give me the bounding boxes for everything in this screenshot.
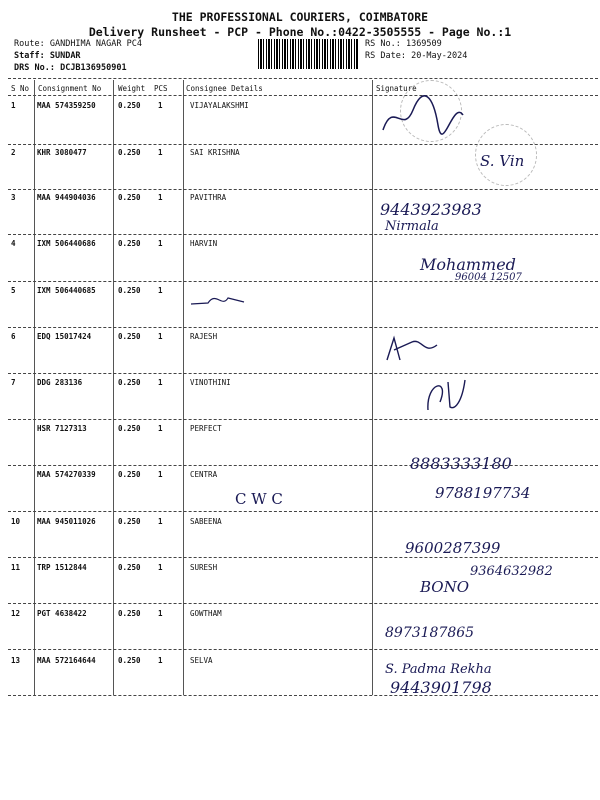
col-header-pcs: PCS [154,84,168,93]
row-sno: 4 [11,239,16,248]
row-consignment-no: KHR 3080477 [37,148,87,157]
row-sno: 12 [11,609,21,618]
row-divider [8,373,598,374]
row-sno: 11 [11,563,21,572]
handwritten-note: BONO [420,578,470,596]
divider [8,95,598,96]
row-consignee: SELVA [190,656,213,665]
row-pcs: 1 [158,101,163,110]
signature-scribble [420,372,475,417]
row-weight: 0.250 [118,517,141,526]
row-divider [8,234,598,235]
row-weight: 0.250 [118,332,141,341]
row-consignment-no: IXM 506440686 [37,239,96,248]
row-divider [8,649,598,650]
staff-label: Staff: [14,51,45,61]
row-consignee: HARVIN [190,239,218,248]
row-consignee: SABEENA [190,517,222,526]
route-value: GANDHIMA NAGAR PC4 [49,39,142,49]
row-consignee: PAVITHRA [190,193,227,202]
handwritten-phone: 8883333180 [410,454,512,473]
row-consignment-no: MAA 944904036 [37,193,96,202]
row-weight: 0.250 [118,378,141,387]
row-sno: 13 [11,656,21,665]
handwritten-phone: 96004 12507 [455,272,522,283]
row-consignment-no: MAA 572164644 [37,656,96,665]
row-consignment-no: HSR 7127313 [37,424,87,433]
rs-no-label: RS No.: [365,39,401,49]
row-consignee: VIJAYALAKSHMI [190,101,249,110]
row-pcs: 1 [158,193,163,202]
row-weight: 0.250 [118,193,141,202]
drs-line [14,63,127,73]
row-pcs: 1 [158,424,163,433]
row-pcs: 1 [158,332,163,341]
rs-no-line [365,39,442,49]
col-header-consignment: Consignment No [38,84,102,93]
signature-scribble [188,286,248,311]
handwritten-phone: 9443901798 [390,678,492,697]
divider [8,78,598,79]
rs-no-value: 1369509 [405,39,442,49]
handwritten-name: S. Padma Rekha [385,662,492,677]
row-pcs: 1 [158,239,163,248]
row-weight: 0.250 [118,470,141,479]
row-pcs: 1 [158,378,163,387]
rs-date-value: 20-May-2024 [411,51,468,61]
row-weight: 0.250 [118,563,141,572]
row-consignment-no: IXM 506440685 [37,286,96,295]
row-pcs: 1 [158,563,163,572]
route-line [14,39,142,49]
col-header-weight: Weight [118,84,146,93]
row-pcs: 1 [158,609,163,618]
handwritten-phone: 9788197734 [435,484,531,502]
row-sno: 2 [11,148,16,157]
drs-label: DRS No.: [14,63,55,73]
row-pcs: 1 [158,148,163,157]
row-weight: 0.250 [118,148,141,157]
row-weight: 0.250 [118,609,141,618]
document-title: THE PROFESSIONAL COURIERS, COIMBATORE [171,10,429,24]
row-divider [8,695,598,696]
rs-date-line [365,51,467,61]
route-label: Route: [14,39,45,49]
row-sno: 7 [11,378,16,387]
handwritten-phone: 9600287399 [405,539,501,557]
signature-scribble [378,90,468,140]
row-sno: 3 [11,193,16,202]
handwritten-phone: 9364632982 [470,564,553,579]
row-divider [8,511,598,512]
row-consignee: RAJESH [190,332,218,341]
row-consignment-no: DDG 283136 [37,378,83,387]
row-consignee: VINOTHINI [190,378,231,387]
row-consignment-no: EDQ 15017424 [37,332,92,341]
row-sno: 10 [11,517,21,526]
row-consignee: SAI KRISHNA [190,148,240,157]
row-consignee: PERFECT [190,424,222,433]
col-header-signature: Signature [376,84,417,93]
handwritten-phone: 8973187865 [385,625,475,641]
document-subtitle: Delivery Runsheet - PCP - Phone No.:0422-3505555 - Page No.:1 [88,25,512,39]
signature-scribble [382,330,442,370]
row-consignment-no: MAA 945011026 [37,517,96,526]
barcode [258,39,358,69]
row-consignee: GOWTHAM [190,609,222,618]
handwritten-name: Mohammed [420,255,516,274]
row-weight: 0.250 [118,656,141,665]
row-consignment-no: PGT 4638422 [37,609,87,618]
row-consignee: SURESH [190,563,218,572]
row-consignment-no: MAA 574270339 [37,470,96,479]
row-weight: 0.250 [118,239,141,248]
handwritten-phone: 9443923983 [380,200,482,219]
row-divider [8,419,598,420]
row-divider [8,189,598,190]
row-divider [8,557,598,558]
handwritten-name: Nirmala [385,219,439,234]
row-pcs: 1 [158,470,163,479]
row-sno: 5 [11,286,16,295]
row-divider [8,603,598,604]
staff-value: SUNDAR [49,51,81,61]
col-header-sno: S No [11,84,30,93]
row-sno: 1 [11,101,16,110]
row-sno: 6 [11,332,16,341]
row-weight: 0.250 [118,101,141,110]
handwritten-signature: S. Vin [480,152,525,170]
row-weight: 0.250 [118,286,141,295]
row-pcs: 1 [158,517,163,526]
row-consignment-no: MAA 574359250 [37,101,96,110]
row-divider [8,327,598,328]
handwritten-note: C W C [235,490,283,508]
rs-date-label: RS Date: [365,51,406,61]
row-consignment-no: TRP 1512844 [37,563,87,572]
staff-line [14,51,81,61]
row-pcs: 1 [158,286,163,295]
row-weight: 0.250 [118,424,141,433]
drs-value: DCJB136950901 [60,63,127,73]
row-pcs: 1 [158,656,163,665]
col-header-consignee: Consignee Details [186,84,263,93]
row-consignee: CENTRA [190,470,218,479]
